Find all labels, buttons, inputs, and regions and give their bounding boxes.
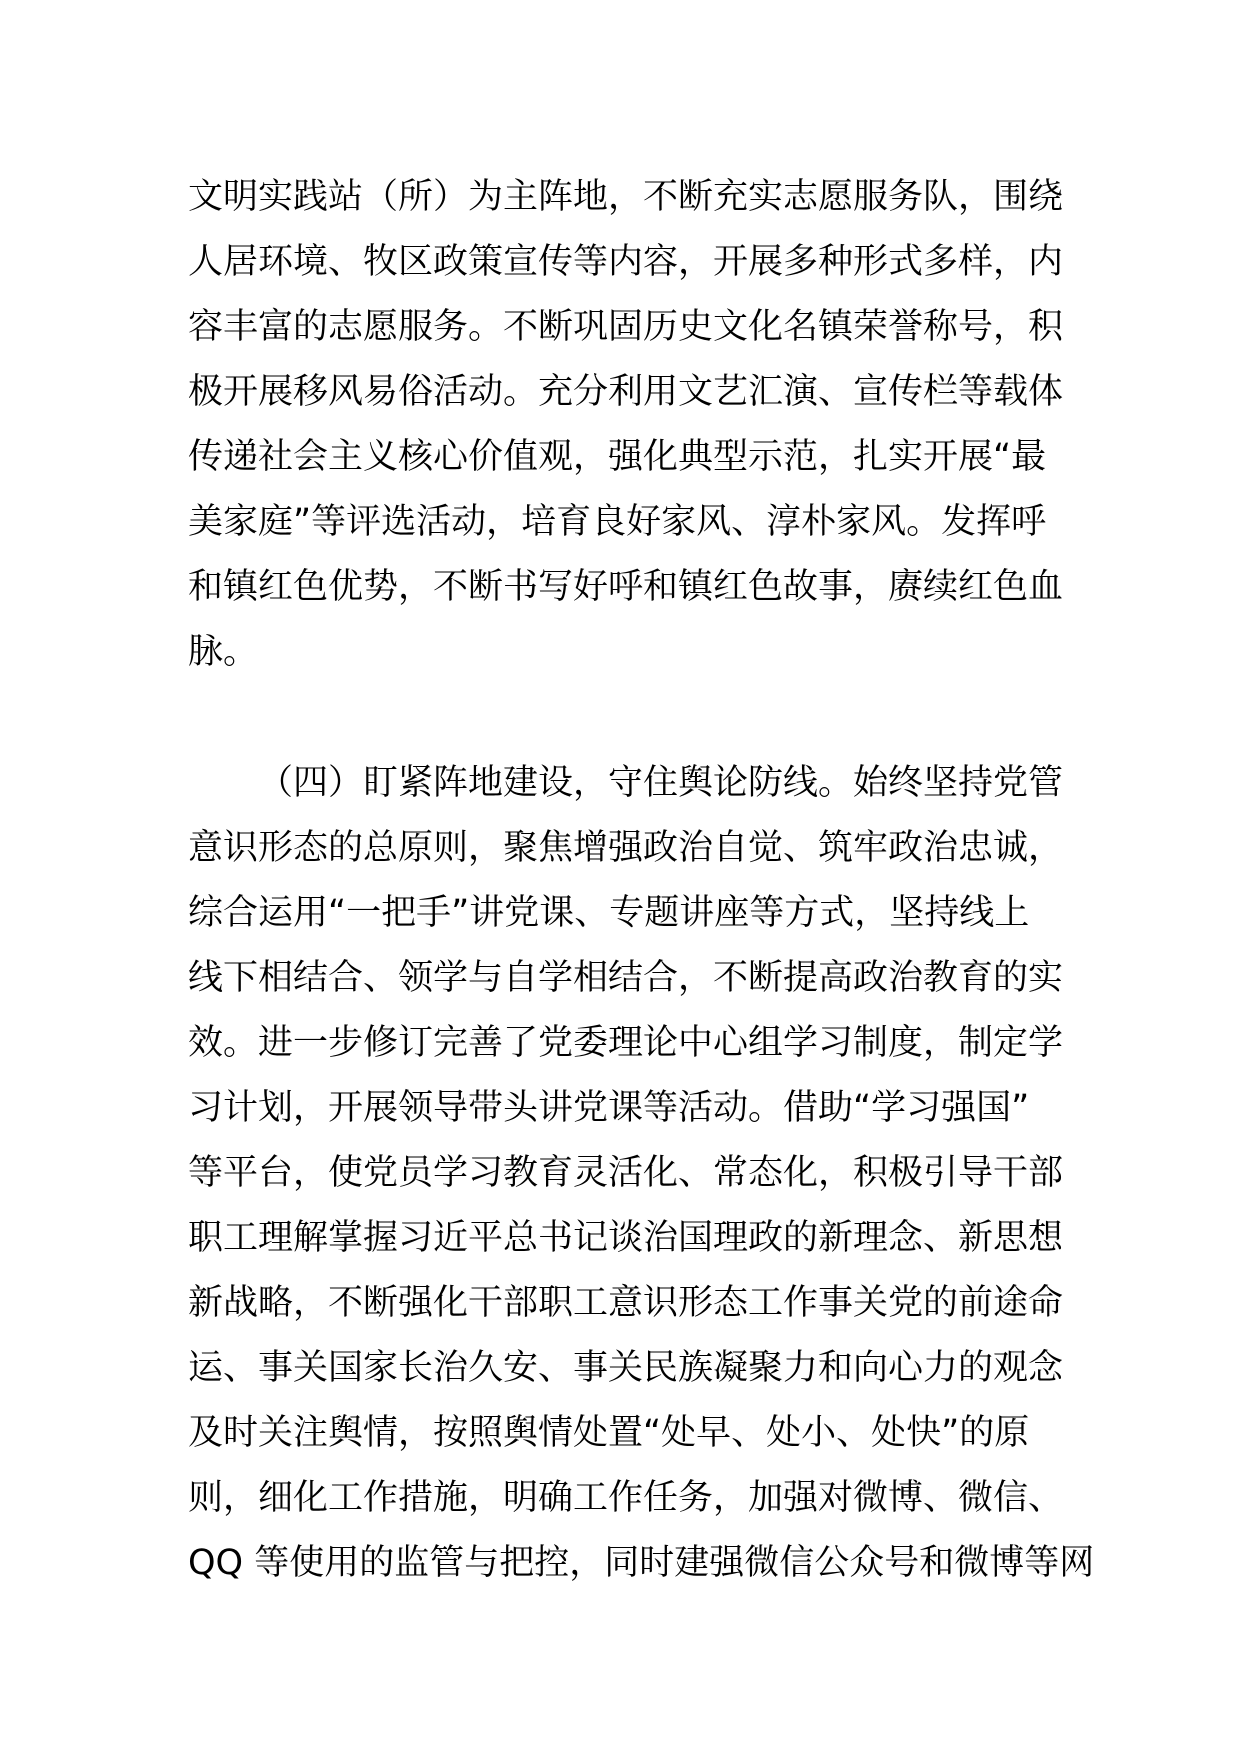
paragraph-line: 综合运用“一把手”讲党课、专题讲座等方式，坚持线上 [188,893,1030,933]
paragraph-line: 脉。 [188,632,259,672]
paragraph-line: 人居环境、牧区政策宣传等内容，开展多种形式多样，内 [188,242,1064,282]
paragraph-line: 则，细化工作措施，明确工作任务，加强对微博、微信、 [188,1478,1064,1518]
paragraph-line: 容丰富的志愿服务。不断巩固历史文化名镇荣誉称号，积 [188,307,1064,347]
paragraph-line: 线下相结合、领学与自学相结合，不断提高政治教育的实 [188,958,1064,998]
paragraph-line: 传递社会主义核心价值观，强化典型示范，扎实开展“最 [188,437,1047,477]
paragraph-line: 及时关注舆情，按照舆情处置“处早、处小、处快”的原 [188,1413,1030,1453]
paragraph-line: 职工理解掌握习近平总书记谈治国理政的新理念、新思想 [188,1218,1064,1258]
paragraph-line: 和镇红色优势，不断书写好呼和镇红色故事，赓续红色血 [188,567,1064,607]
paragraph-line: 习计划，开展领导带头讲党课等活动。借助“学习强国” [188,1088,1030,1128]
paragraph-line: 文明实践站（所）为主阵地，不断充实志愿服务队，围绕 [188,177,1064,217]
paragraph-line: 新战略，不断强化干部职工意识形态工作事关党的前途命 [188,1283,1064,1323]
paragraph-line: 意识形态的总原则，聚焦增强政治自觉、筑牢政治忠诚， [188,828,1064,868]
paragraph-1 [188,165,1068,685]
paragraph-line: QQ 等使用的监管与把控，同时建强微信公众号和微博等网 [188,1543,1095,1583]
paragraph-line: 美家庭”等评选活动，培育良好家风、淳朴家风。发挥呼 [188,502,1047,542]
section-heading-line: （四）盯紧阵地建设，守住舆论防线。始终坚持党管 [258,763,1064,803]
paragraph-line: 效。进一步修订完善了党委理论中心组学习制度，制定学 [188,1023,1064,1063]
paragraph-line: 极开展移风易俗活动。充分利用文艺汇演、宣传栏等载体 [188,372,1064,412]
paragraph-2 [188,751,1095,1596]
paragraph-line: 运、事关国家长治久安、事关民族凝聚力和向心力的观念 [188,1348,1064,1388]
paragraph-line: 等平台，使党员学习教育灵活化、常态化，积极引导干部 [188,1153,1064,1193]
